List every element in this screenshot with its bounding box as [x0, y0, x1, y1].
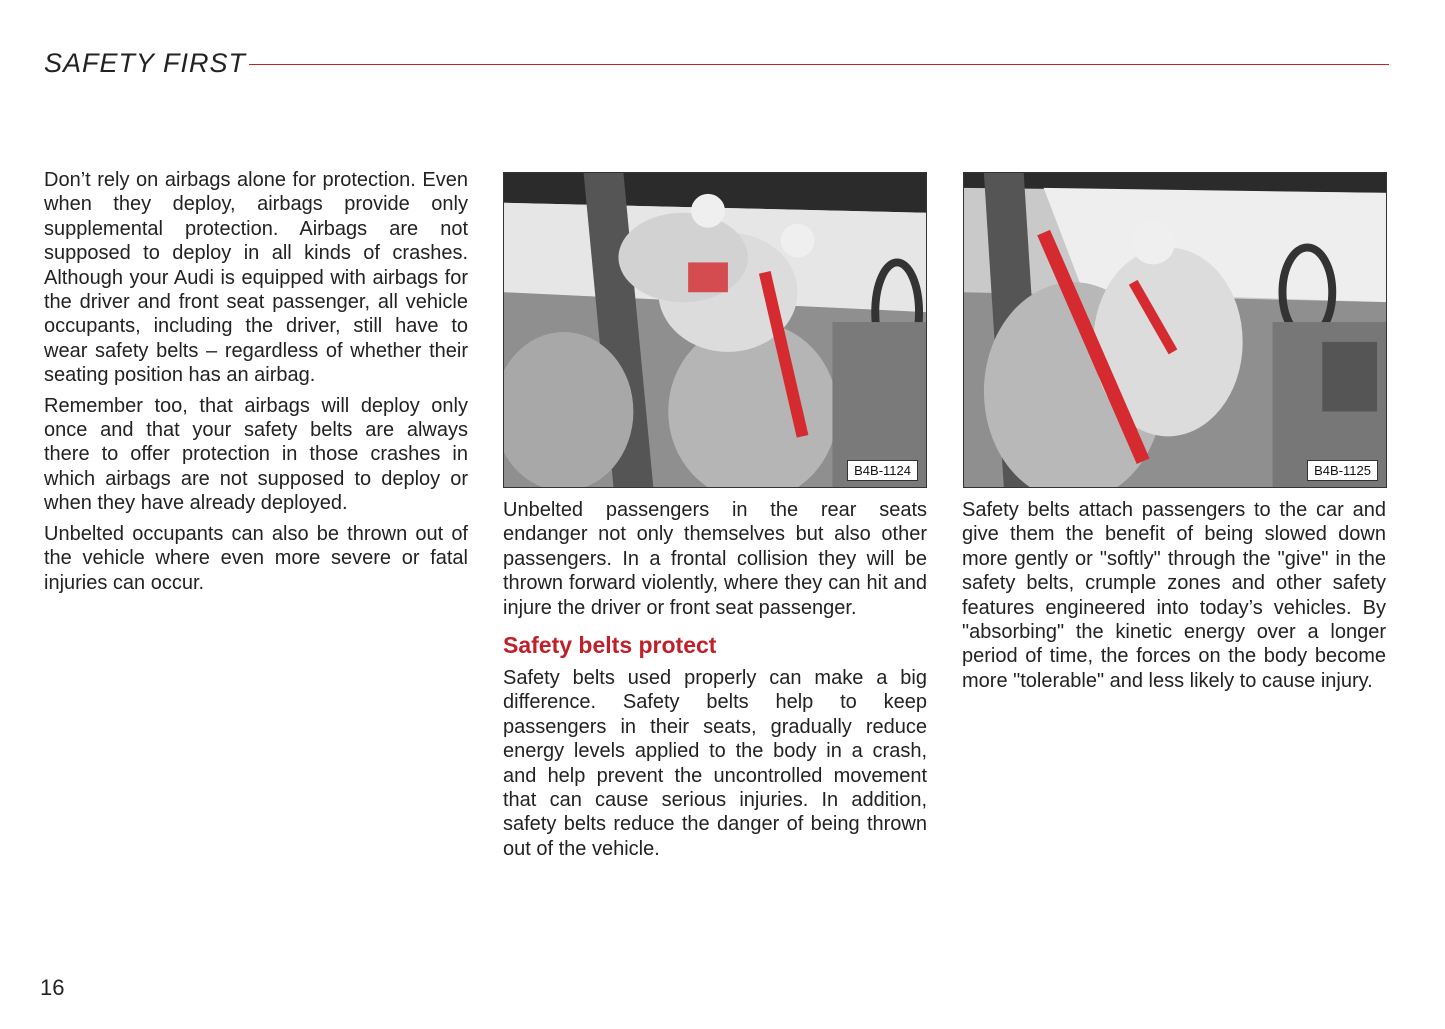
illustration-belted-driver	[963, 172, 1387, 488]
figure-caption: Unbelted passengers in the rear seats endanger not only themselves but also other passengers. In a frontal collision they will be thrown forward violently, where they can hit and injure the driver or front seat passenger.	[503, 499, 927, 619]
paragraph: Don’t rely on airbags alone for protection. Even when they deploy, airbags provide only supplemental protection. Airbags are not supposed to deploy in all kinds of crashes. Although your Audi is equipped with airbags for the driver and front seat passenger, all vehicle occupants, including the driver, still have to wear safety belts – regardless of whether their seating position has an airbag.	[44, 169, 468, 387]
paragraph: Remember too, that airbags will deploy only once and that your safety belts are always there to offer protection in those crashes in which airbags are not supposed to deploy or when they have already deployed.	[44, 394, 468, 515]
section-title: SAFETY FIRST	[44, 48, 247, 78]
illustration-unbelted-rear-passenger	[503, 172, 927, 488]
page-number: 16	[40, 975, 65, 1000]
figure-caption: Safety belts attach passengers to the car and give them the benefit of being slowed down more gently or "softly" through the "give" in the safety belts, crumple zones and other safety features engineered into today’s vehicles. By "absorbing" the kinetic energy over a longer period of time, the forces on the body become more "tolerable" and less likely to cause injury.	[962, 499, 1386, 692]
header-rule	[249, 64, 1389, 65]
column-right	[962, 498, 1386, 699]
paragraph: Unbelted occupants can also be thrown out of the vehicle where even more severe or fatal injuries can occur.	[44, 522, 468, 594]
car-interior-illustration	[504, 173, 926, 487]
car-interior-illustration	[964, 173, 1386, 487]
figure-code: B4B-1125	[1307, 460, 1378, 481]
column-left	[44, 168, 468, 601]
section-heading: Safety belts protect	[503, 632, 717, 659]
column-middle	[503, 498, 927, 867]
paragraph: Safety belts used properly can make a big difference. Safety belts help to keep passengers in their seats, gradually reduce energy levels applied to the body in a crash, and help prevent the uncontrolled movement that can cause serious injuries. In addition, safety belts reduce the danger of being thrown out of the vehicle.	[503, 667, 927, 860]
figure-code: B4B-1124	[847, 460, 918, 481]
page-header	[44, 44, 1389, 84]
